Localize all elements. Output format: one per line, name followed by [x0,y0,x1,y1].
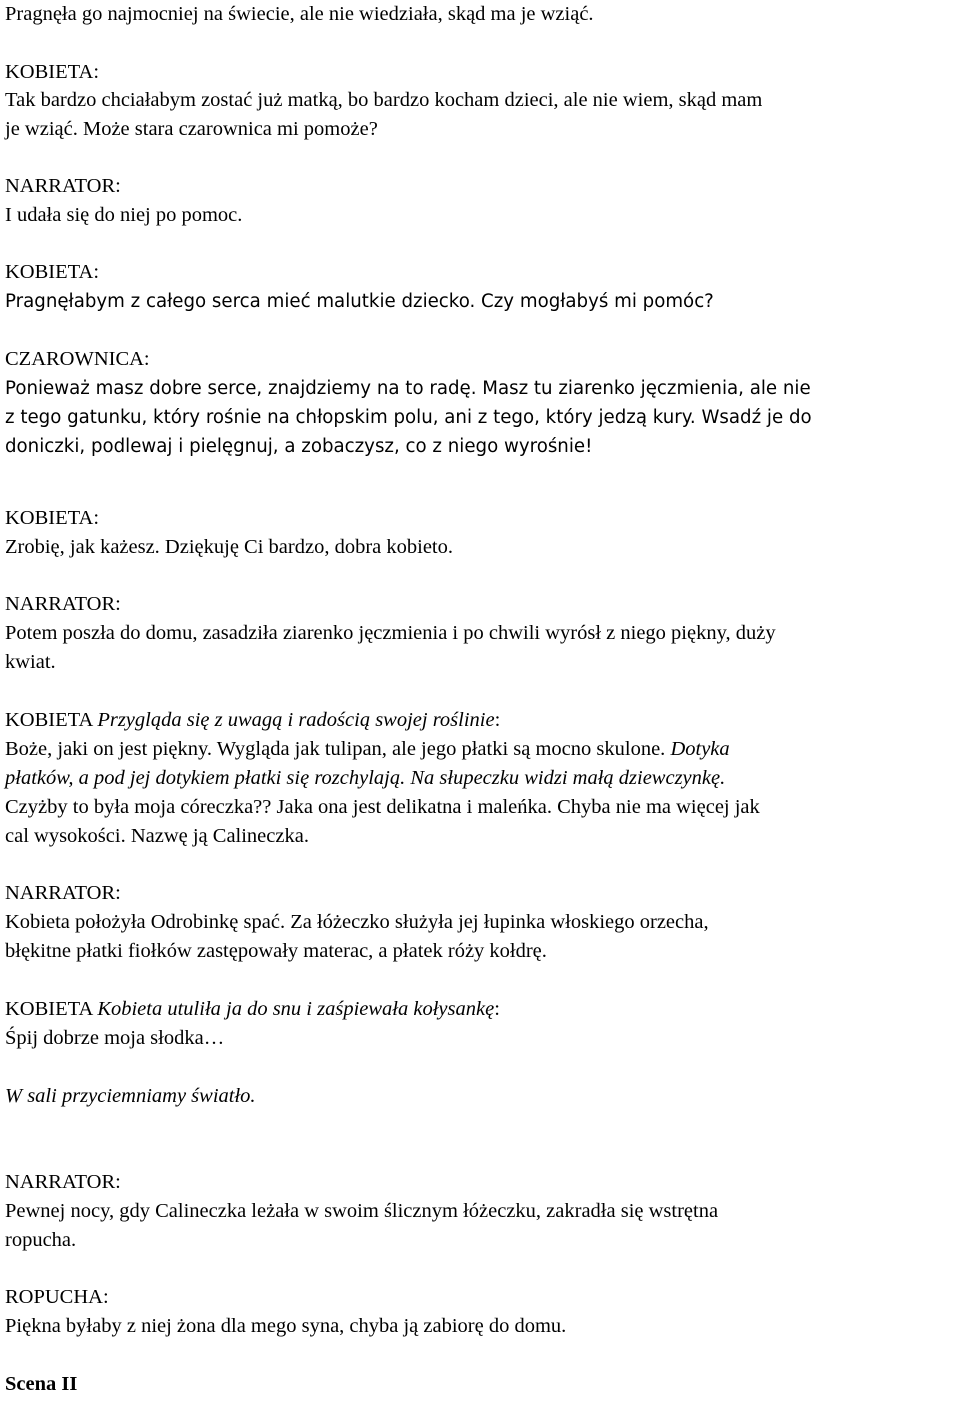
speaker-label: ROPUCHA: [5,1286,109,1308]
colon: : [494,998,500,1020]
speaker-label: NARRATOR: [5,882,121,904]
stage-direction-line [5,764,725,793]
narration-line: kwiat. [5,651,56,673]
dialogue-line: z tego gatunku, który rośnie na chłopskim polu, ani z tego, który jedzą kury. Wsadź je do [5,407,812,428]
narration-line: Pragnęła go najmocniej na świecie, ale nie wiedziała, skąd ma je wziąć. [5,3,594,25]
dialogue-line: Śpij dobrze moja słodka… [5,1027,225,1049]
dialogue-line: Zrobię, jak każesz. Dziękuję Ci bardzo, dobra kobieto. [5,536,453,558]
narration-line: Potem poszła do domu, zasadziła ziarenko jęczmienia i po chwili wyrósł z niego piękny, duży [5,622,776,644]
speaker-label: KOBIETA: [5,507,100,529]
dialogue-line: doniczki, podlewaj i pielęgnuj, a zobaczysz, co z niego wyrośnie! [5,436,593,457]
narration-line: Pewnej nocy, gdy Calineczka leżała w swoim ślicznym łóżeczku, zakradła się wstrętna [5,1200,719,1222]
stage-direction: W sali przyciemniamy światło. [5,1085,256,1107]
speaker-label: NARRATOR: [5,175,121,197]
speaker-label: NARRATOR: [5,1171,121,1193]
stage-direction: Kobieta utuliła ja do snu i zaśpiewała kołysankę [97,998,495,1020]
stage-direction: Przygląda się z uwagą i radością swojej roślinie [97,709,495,731]
narration-line: błękitne płatki fiołków zastępowały materac, a płatek róży kołdrę. [5,940,547,962]
dialogue-text: Boże, jaki on jest piękny. Wygląda jak tulipan, ale jego płatki są mocno skulone. [5,738,671,760]
speaker-name: KOBIETA [5,709,98,731]
dialogue-line: Czyżby to była moja córeczka?? Jaka ona jest delikatna i maleńka. Chyba nie ma więcej jak [5,796,760,818]
dialogue-line: je wziąć. Może stara czarownica mi pomoże? [5,118,378,140]
stage-direction-line [5,1082,256,1111]
stage-direction: Dotyka [670,738,730,760]
dialogue-line: cal wysokości. Nazwę ją Calineczka. [5,825,309,847]
scene-heading [5,1370,77,1399]
dialogue-line: Pragnęłabym z całego serca mieć malutkie dziecko. Czy mogłabyś mi pomóc? [5,291,714,312]
speaker-name: KOBIETA [5,998,98,1020]
dialogue-line: Piękna byłaby z niej żona dla mego syna, chyba ją zabiorę do domu. [5,1315,567,1337]
speaker-label: KOBIETA: [5,61,100,83]
speaker-label-with-direction [5,706,500,735]
dialogue-line: Ponieważ masz dobre serce, znajdziemy na to radę. Masz tu ziarenko jęczmienia, ale nie [5,378,811,399]
narration-line: ropucha. [5,1229,77,1251]
stage-direction: płatków, a pod jej dotykiem płatki się rozchylają. Na słupeczku widzi małą dziewczynkę. [5,767,726,789]
speaker-label: CZAROWNICA: [5,348,150,370]
colon: : [494,709,501,731]
scene-title: Scena II [5,1373,78,1395]
dialogue-line: Tak bardzo chciałabym zostać już matką, bo bardzo kocham dzieci, ale nie wiem, skąd mam [5,89,763,111]
speaker-label: KOBIETA: [5,261,100,283]
narration-line: I udała się do niej po pomoc. [5,204,243,226]
narration-line: Kobieta położyła Odrobinkę spać. Za łóżeczko służyła jej łupinka włoskiego orzecha, [5,911,709,933]
speaker-label: NARRATOR: [5,593,121,615]
speaker-label-with-direction [5,995,500,1024]
dialogue-line [5,735,730,764]
